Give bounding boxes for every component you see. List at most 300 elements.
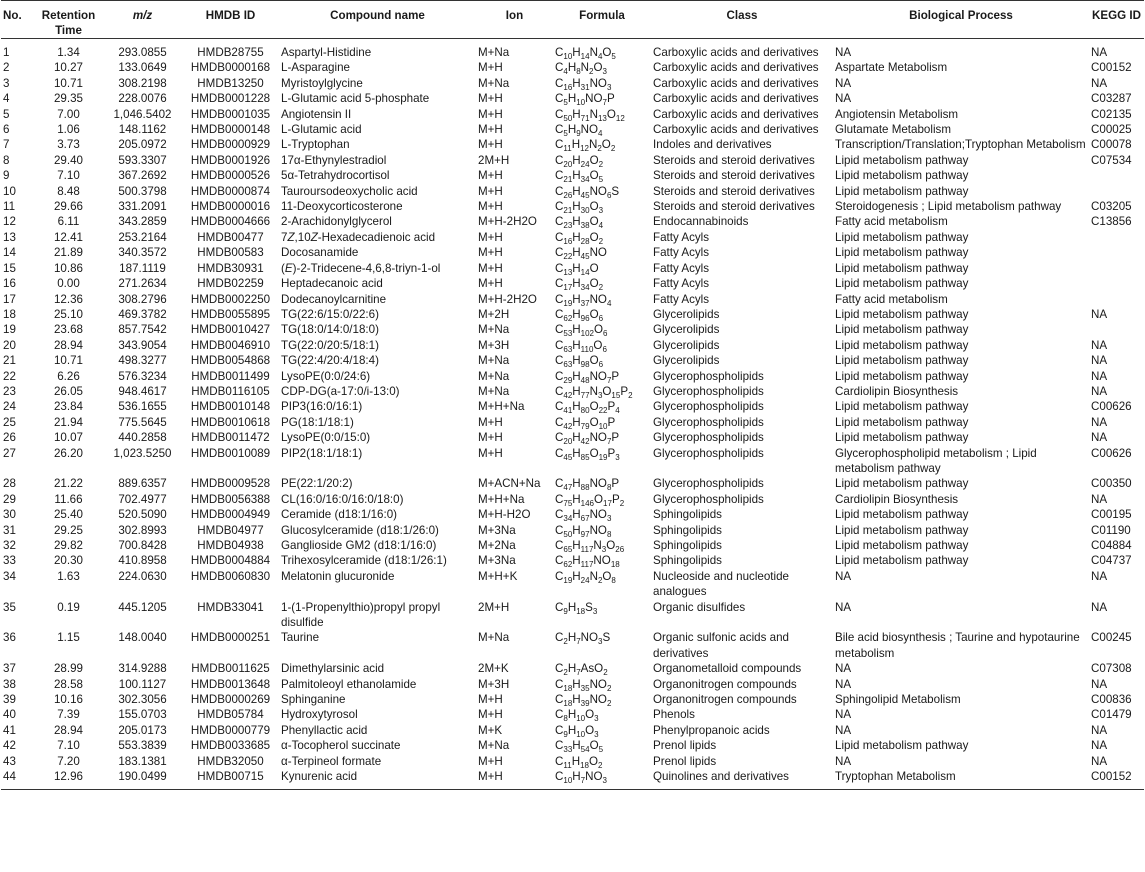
cell-mz: 308.2198 <box>118 76 167 90</box>
cell-kegg-id: NA <box>1091 369 1108 383</box>
cell-biological-process: Lipid metabolism pathway <box>835 539 969 552</box>
cell-mz: 498.3277 <box>118 354 167 368</box>
cell-formula: $C_{34}H_{67}NO_3$ <box>555 508 612 524</box>
cell-class: Fatty Acyls <box>653 261 710 275</box>
cell-formula: $C_{20}H_{24}O_2$ <box>555 153 604 169</box>
cell-retention-time: 7.10 <box>57 169 80 183</box>
cell-retention-time: 21.89 <box>53 246 83 260</box>
cell-kegg-id: NA <box>1091 307 1108 321</box>
cell-ion: M+H <box>478 261 503 275</box>
cell-biological-process: Cardiolipin Biosynthesis <box>835 492 959 506</box>
cell-no: 25 <box>3 415 16 429</box>
cell-no: 14 <box>3 246 16 260</box>
cell-mz: 1,023.5250 <box>113 446 172 460</box>
cell-mz: 889.6357 <box>118 477 167 491</box>
cell-class: Organic sulfonic acids and derivatives <box>653 631 789 660</box>
cell-hmdb-id: HMDB00477 <box>197 230 264 244</box>
cell-ion: M+H-2H2O <box>478 292 537 306</box>
cell-mz: 469.3782 <box>118 307 167 321</box>
table-row <box>1 446 1144 477</box>
header-biological-process: Biological Process <box>833 1 1089 39</box>
table-row <box>1 415 1144 430</box>
table-row <box>1 692 1144 707</box>
cell-hmdb-id: HMDB0000929 <box>190 138 271 152</box>
cell-no: 23 <box>3 384 16 398</box>
cell-hmdb-id: HMDB0055895 <box>190 307 271 321</box>
cell-biological-process: Lipid metabolism pathway <box>835 307 969 321</box>
cell-class: Glycerophospholipids <box>653 400 764 414</box>
cell-ion: M+H <box>478 169 503 183</box>
cell-retention-time: 23.84 <box>53 400 83 414</box>
cell-kegg-id: C02135 <box>1091 107 1132 121</box>
cell-biological-process: NA <box>835 76 852 90</box>
cell-no: 20 <box>3 338 16 352</box>
cell-biological-process: Glutamate Metabolism <box>835 123 951 137</box>
cell-formula: $C_{42}H_{77}N_3O_{15}P_2$ <box>555 384 633 400</box>
cell-biological-process: Steroidogenesis ; Lipid metabolism pathway <box>835 200 1062 214</box>
cell-mz: 190.0499 <box>103 769 182 789</box>
cell-no: 34 <box>3 569 16 583</box>
cell-formula: $C_{50}H_{71}N_{13}O_{12}$ <box>555 107 625 123</box>
cell-mz: 331.2091 <box>118 200 167 214</box>
cell-compound-name: Angiotensin II <box>281 107 352 121</box>
cell-formula: $C_{50}H_{97}NO_8$ <box>555 523 612 539</box>
cell-no: 38 <box>3 677 16 691</box>
cell-compound-name: L-Asparagine <box>281 61 350 75</box>
cell-hmdb-id: HMDB0000016 <box>190 200 271 214</box>
cell-compound-name: Phenyllactic acid <box>281 723 368 737</box>
cell-no: 7 <box>3 138 10 152</box>
cell-mz: 302.3056 <box>118 693 167 707</box>
cell-mz: 293.0855 <box>118 46 167 59</box>
cell-biological-process: Lipid metabolism pathway <box>835 431 969 445</box>
cell-kegg-id: NA <box>1091 492 1108 506</box>
cell-retention-time: 12.36 <box>53 292 83 306</box>
cell-retention-time: 7.00 <box>57 107 80 121</box>
cell-formula: $C_8H_{10}O_3$ <box>555 708 599 724</box>
cell-compound-name: Tauroursodeoxycholic acid <box>281 184 418 198</box>
cell-class: Glycerophospholipids <box>653 384 764 398</box>
cell-class: Carboxylic acids and derivatives <box>653 61 819 75</box>
cell-no: 27 <box>3 446 16 460</box>
cell-biological-process: NA <box>835 46 852 59</box>
cell-no: 3 <box>3 76 10 90</box>
cell-formula: $C_4H_8N_2O_3$ <box>555 61 607 77</box>
cell-ion: M+Na <box>478 354 510 368</box>
cell-retention-time: 25.10 <box>53 307 83 321</box>
cell-class: Carboxylic acids and derivatives <box>653 107 819 121</box>
cell-formula: $C_{65}H_{117}N_3O_{26}$ <box>555 539 625 554</box>
cell-kegg-id: NA <box>1091 739 1108 753</box>
cell-mz: 314.9288 <box>118 662 167 676</box>
cell-no: 15 <box>3 261 16 275</box>
table-row <box>1 76 1144 91</box>
table-body <box>1 39 1144 790</box>
header-kegg-id: KEGG ID <box>1089 1 1144 39</box>
cell-formula: $C_{11}H_{18}O_2$ <box>555 754 603 770</box>
cell-no: 43 <box>3 754 16 768</box>
cell-class: Prenol lipids <box>653 754 717 768</box>
cell-biological-process: Lipid metabolism pathway <box>835 508 969 522</box>
cell-formula: $C_{23}H_{38}O_4$ <box>555 215 604 231</box>
cell-biological-process: Angiotensin Metabolism <box>835 107 959 121</box>
cell-kegg-id: C00152 <box>1091 61 1132 75</box>
cell-mz: 410.8958 <box>118 554 167 568</box>
cell-kegg-id: C07308 <box>1091 662 1132 676</box>
table-row <box>1 107 1144 122</box>
cell-hmdb-id: HMDB0011499 <box>191 369 270 383</box>
cell-kegg-id <box>1089 292 1144 307</box>
cell-formula: $C_{19}H_{37}NO_4$ <box>555 292 612 308</box>
cell-no: 5 <box>3 107 10 121</box>
cell-biological-process: Lipid metabolism pathway <box>835 184 969 198</box>
cell-class: Phenylpropanoic acids <box>653 723 770 737</box>
table-row <box>1 184 1144 199</box>
cell-biological-process: Tryptophan Metabolism <box>833 769 1089 789</box>
cell-compound-name: CL(16:0/16:0/16:0/18:0) <box>281 492 404 506</box>
table-row <box>1 307 1144 322</box>
cell-hmdb-id: HMDB0033685 <box>190 739 271 753</box>
cell-formula: $C_{13}H_{14}O$ <box>555 261 599 277</box>
cell-mz: 520.5090 <box>118 508 167 522</box>
cell-formula: $C_2H_7NO_3S$ <box>555 631 611 647</box>
cell-kegg-id: C00350 <box>1091 477 1132 491</box>
cell-compound-name: 1-(1-Propenylthio)propyl propyl disulfide <box>281 600 441 630</box>
cell-biological-process: Aspartate Metabolism <box>835 61 948 75</box>
cell-retention-time: 3.73 <box>57 138 80 152</box>
cell-formula: $C_2H_7AsO_2$ <box>555 662 608 678</box>
cell-ion: 2M+K <box>478 662 509 676</box>
cell-ion: M+H <box>478 708 503 722</box>
cell-no: 30 <box>3 508 16 522</box>
cell-biological-process: Lipid metabolism pathway <box>835 277 969 291</box>
cell-compound-name: L-Tryptophan <box>281 138 350 152</box>
table-row <box>1 122 1144 137</box>
cell-formula: $C_{22}H_{45}NO$ <box>555 246 607 262</box>
cell-no: 4 <box>3 92 10 106</box>
cell-retention-time: 25.40 <box>53 508 83 522</box>
cell-compound-name: 7Z,10Z-Hexadecadienoic acid <box>281 230 436 244</box>
cell-kegg-id: C00152 <box>1089 769 1144 789</box>
table-row <box>1 707 1144 722</box>
cell-mz: 1,046.5402 <box>113 107 172 121</box>
cell-kegg-id: NA <box>1091 600 1108 614</box>
cell-kegg-id: NA <box>1091 338 1108 352</box>
cell-kegg-id <box>1089 322 1144 337</box>
cell-kegg-id: C00626 <box>1091 400 1132 414</box>
cell-retention-time: 26.20 <box>53 446 83 460</box>
cell-no: 32 <box>3 539 16 552</box>
cell-retention-time: 0.19 <box>57 600 80 614</box>
cell-ion: M+H <box>478 693 503 707</box>
cell-biological-process: Lipid metabolism pathway <box>835 739 969 753</box>
cell-hmdb-id: HMDB0011625 <box>191 662 270 676</box>
cell-kegg-id: C04884 <box>1091 539 1132 552</box>
table-row <box>1 261 1144 276</box>
cell-formula: $C_5H_{10}NO_7P$ <box>555 92 615 108</box>
table-row <box>1 677 1144 692</box>
cell-class: Fatty Acyls <box>653 292 710 306</box>
cell-class: Steroids and steroid derivatives <box>653 200 815 214</box>
cell-kegg-id <box>1089 261 1144 276</box>
table-row <box>1 60 1144 75</box>
table-row <box>1 538 1144 553</box>
cell-kegg-id: NA <box>1091 677 1108 691</box>
cell-kegg-id: NA <box>1091 723 1108 737</box>
cell-biological-process: Glycerophospholipid metabolism ; Lipid metabolism pathway <box>835 446 1037 475</box>
cell-no: 37 <box>3 662 16 676</box>
cell-no: 22 <box>3 369 16 383</box>
cell-ion: M+H+K <box>478 569 518 583</box>
cell-no: 39 <box>3 693 16 707</box>
cell-retention-time: 23.68 <box>53 323 83 337</box>
cell-hmdb-id: HMDB0054868 <box>190 354 271 368</box>
cell-hmdb-id: HMDB33041 <box>197 600 264 614</box>
table-row <box>1 199 1144 214</box>
cell-biological-process: Lipid metabolism pathway <box>835 523 969 537</box>
cell-hmdb-id: HMDB30931 <box>197 261 264 275</box>
cell-hmdb-id: HMDB00715 <box>182 769 279 789</box>
cell-ion: M+2Na <box>478 539 516 552</box>
cell-formula: $C_{18}H_{35}NO_2$ <box>555 677 612 693</box>
cell-kegg-id: C00836 <box>1091 693 1132 707</box>
table-row <box>1 523 1144 538</box>
cell-biological-process: NA <box>835 754 852 768</box>
cell-kegg-id: NA <box>1091 76 1108 90</box>
cell-mz: 440.2858 <box>118 431 167 445</box>
cell-class: Steroids and steroid derivatives <box>653 169 815 183</box>
cell-mz: 148.0040 <box>118 631 167 645</box>
cell-biological-process: Lipid metabolism pathway <box>835 354 969 368</box>
cell-hmdb-id: HMDB0002250 <box>190 292 271 306</box>
header-mz: m/z <box>103 1 182 39</box>
cell-ion: 2M+H <box>478 600 510 614</box>
cell-retention-time: 28.99 <box>53 662 83 676</box>
cell-compound-name: LysoPE(0:0/15:0) <box>281 431 371 445</box>
cell-hmdb-id: HMDB0000526 <box>190 169 271 183</box>
cell-compound-name: TG(22:4/20:4/18:4) <box>281 354 379 368</box>
cell-formula: $C_{53}H_{102}O_6$ <box>555 323 608 339</box>
cell-retention-time: 11.66 <box>54 492 83 506</box>
table-row <box>1 91 1144 106</box>
header-compound-name: Compound name <box>279 1 476 39</box>
cell-biological-process: NA <box>835 600 852 614</box>
cell-kegg-id: NA <box>1091 754 1108 768</box>
cell-compound-name: PIP3(16:0/16:1) <box>281 400 363 414</box>
cell-retention-time: 28.94 <box>53 723 83 737</box>
cell-hmdb-id: HMDB00583 <box>197 246 264 260</box>
cell-hmdb-id: HMDB0060830 <box>190 569 271 583</box>
cell-biological-process: NA <box>835 569 852 583</box>
cell-formula: $C_9H_{10}O_3$ <box>555 723 599 739</box>
cell-class: Sphingolipids <box>653 523 722 537</box>
cell-ion: M+3H <box>478 677 510 691</box>
table-row <box>1 214 1144 229</box>
cell-class: Fatty Acyls <box>653 230 710 244</box>
cell-mz: 187.1119 <box>119 261 166 275</box>
cell-compound-name: Ganglioside GM2 (d18:1/16:0) <box>281 539 437 552</box>
cell-no: 40 <box>3 708 16 722</box>
cell-formula: $C_{62}H_{117}NO_{18}$ <box>555 554 620 570</box>
table-row <box>1 661 1144 676</box>
table-row <box>1 430 1144 445</box>
cell-compound-name: PG(18:1/18:1) <box>281 415 354 429</box>
cell-class: Fatty Acyls <box>653 246 710 260</box>
cell-ion: M+H <box>478 138 503 152</box>
cell-mz: 553.3839 <box>118 739 167 753</box>
cell-no: 16 <box>3 277 16 291</box>
cell-formula: $C_{21}H_{30}O_3$ <box>555 200 604 216</box>
cell-retention-time: 29.35 <box>53 92 83 106</box>
cell-class: Glycerolipids <box>653 338 720 352</box>
cell-ion: M+Na <box>478 323 510 337</box>
cell-formula: $C_{11}H_{12}N_2O_2$ <box>555 138 616 154</box>
cell-hmdb-id: HMDB0010089 <box>190 446 271 460</box>
cell-no: 41 <box>3 723 16 737</box>
cell-class: Steroids and steroid derivatives <box>653 153 815 167</box>
cell-ion: M+ACN+Na <box>478 477 541 491</box>
cell-kegg-id: C00626 <box>1091 446 1132 460</box>
cell-no: 18 <box>3 307 16 321</box>
cell-kegg-id <box>1089 230 1144 245</box>
cell-ion: M+H <box>476 769 553 789</box>
cell-hmdb-id: HMDB0001035 <box>190 107 271 121</box>
cell-no: 17 <box>3 292 16 306</box>
cell-ion: M+H <box>478 446 503 460</box>
cell-ion: M+Na <box>478 384 510 398</box>
cell-ion: M+H <box>478 107 503 121</box>
cell-hmdb-id: HMDB32050 <box>197 754 264 768</box>
cell-retention-time: 12.96 <box>34 769 103 789</box>
table-row <box>1 738 1144 753</box>
cell-compound-name: α-Tocopherol succinate <box>281 739 401 753</box>
cell-hmdb-id: HMDB04977 <box>197 523 264 537</box>
table-row <box>1 723 1144 738</box>
cell-kegg-id: NA <box>1091 431 1108 445</box>
cell-biological-process: Lipid metabolism pathway <box>835 230 969 244</box>
cell-class: Carboxylic acids and derivatives <box>653 76 819 90</box>
cell-compound-name: 11-Deoxycorticosterone <box>281 200 403 214</box>
cell-formula: $C_{75}H_{146}O_{17}P_2$ <box>555 492 625 508</box>
header-ion: Ion <box>476 1 553 39</box>
cell-mz: 155.0703 <box>118 708 167 722</box>
cell-mz: 343.2859 <box>118 215 167 229</box>
cell-mz: 500.3798 <box>118 184 167 198</box>
cell-ion: M+3Na <box>478 523 516 537</box>
cell-hmdb-id: HMDB02259 <box>197 277 264 291</box>
cell-mz: 183.1381 <box>118 754 167 768</box>
cell-biological-process: Lipid metabolism pathway <box>835 246 969 260</box>
table-row <box>1 384 1144 399</box>
cell-compound-name: CDP-DG(a-17:0/i-13:0) <box>281 384 400 398</box>
cell-biological-process: NA <box>835 662 852 676</box>
cell-hmdb-id: HMDB0010427 <box>190 323 271 337</box>
cell-ion: M+H <box>478 184 503 198</box>
cell-formula: $C_{21}H_{34}O_5$ <box>555 169 604 185</box>
cell-retention-time: 28.58 <box>53 677 83 691</box>
cell-retention-time: 6.11 <box>57 215 80 229</box>
cell-kegg-id: C00025 <box>1091 123 1132 137</box>
cell-no: 13 <box>3 230 16 244</box>
cell-hmdb-id: HMDB0013648 <box>190 677 271 691</box>
cell-class: Carboxylic acids and derivatives <box>653 123 819 137</box>
cell-class: Steroids and steroid derivatives <box>653 184 815 198</box>
cell-biological-process: Transcription/Translation;Tryptophan Metabolism <box>835 138 1086 152</box>
cell-mz: 702.4977 <box>118 492 167 506</box>
cell-ion: 2M+H <box>478 153 510 167</box>
cell-retention-time: 28.94 <box>53 338 83 352</box>
cell-class: Organometalloid compounds <box>653 662 802 676</box>
cell-retention-time: 1.06 <box>57 123 80 137</box>
cell-ion: M+K <box>478 723 503 737</box>
cell-kegg-id: NA <box>1091 384 1108 398</box>
cell-class: Glycerolipids <box>653 307 720 321</box>
cell-compound-name: Ceramide (d18:1/16:0) <box>281 508 397 522</box>
cell-ion: M+H-2H2O <box>478 215 537 229</box>
cell-hmdb-id: HMDB0000779 <box>190 723 271 737</box>
cell-kegg-id: C13856 <box>1091 215 1132 229</box>
cell-mz: 775.5645 <box>118 415 167 429</box>
cell-biological-process: Lipid metabolism pathway <box>835 400 969 414</box>
cell-compound-name: Dodecanoylcarnitine <box>281 292 387 306</box>
cell-ion: M+Na <box>478 76 510 90</box>
cell-retention-time: 10.16 <box>53 693 83 707</box>
cell-compound-name: Heptadecanoic acid <box>281 277 383 291</box>
cell-class: Glycerophospholipids <box>653 369 764 383</box>
cell-retention-time: 10.86 <box>53 261 83 275</box>
cell-mz: 340.3572 <box>118 246 167 260</box>
cell-biological-process: Fatty acid metabolism <box>835 215 948 229</box>
table-row <box>1 353 1144 368</box>
table-row <box>1 476 1144 491</box>
cell-formula: $C_5H_9NO_4$ <box>555 123 603 139</box>
cell-class: Glycerophospholipids <box>653 431 764 445</box>
cell-kegg-id <box>1089 245 1144 260</box>
cell-kegg-id: C01479 <box>1091 708 1132 722</box>
cell-biological-process: Fatty acid metabolism <box>835 292 948 306</box>
cell-hmdb-id: HMDB0009528 <box>190 477 271 491</box>
cell-class: Sphingolipids <box>653 554 722 568</box>
cell-ion: M+3Na <box>478 554 516 568</box>
cell-hmdb-id: HMDB0000148 <box>190 123 271 137</box>
cell-kegg-id: C00195 <box>1091 508 1132 522</box>
cell-class: Sphingolipids <box>653 508 722 522</box>
cell-ion: M+H <box>478 415 503 429</box>
cell-biological-process: Lipid metabolism pathway <box>835 153 969 167</box>
cell-compound-name: L-Glutamic acid <box>281 123 362 137</box>
cell-compound-name: Myristoylglycine <box>281 76 363 90</box>
cell-retention-time: 29.25 <box>53 523 83 537</box>
header-class: Class <box>651 1 833 39</box>
cell-kegg-id: C04737 <box>1091 554 1132 568</box>
cell-no: 35 <box>3 600 16 614</box>
cell-hmdb-id: HMDB0000251 <box>190 631 271 645</box>
cell-class: Glycerophospholipids <box>653 446 764 460</box>
metabolite-table <box>1 0 1144 790</box>
table-row <box>1 292 1144 307</box>
cell-retention-time: 10.71 <box>53 76 83 90</box>
cell-hmdb-id: HMDB0000269 <box>190 693 271 707</box>
cell-biological-process: Lipid metabolism pathway <box>835 554 969 568</box>
cell-formula: $C_{20}H_{42}NO_7P$ <box>555 431 620 447</box>
table-row <box>1 769 1144 789</box>
cell-no: 8 <box>3 153 10 167</box>
cell-kegg-id: C03287 <box>1091 92 1132 106</box>
cell-ion: M+H-H2O <box>478 508 531 522</box>
cell-compound-name: Aspartyl-Histidine <box>281 46 372 59</box>
cell-formula: $C_{29}H_{48}NO_7P$ <box>555 369 620 385</box>
cell-mz: 367.2692 <box>118 169 167 183</box>
